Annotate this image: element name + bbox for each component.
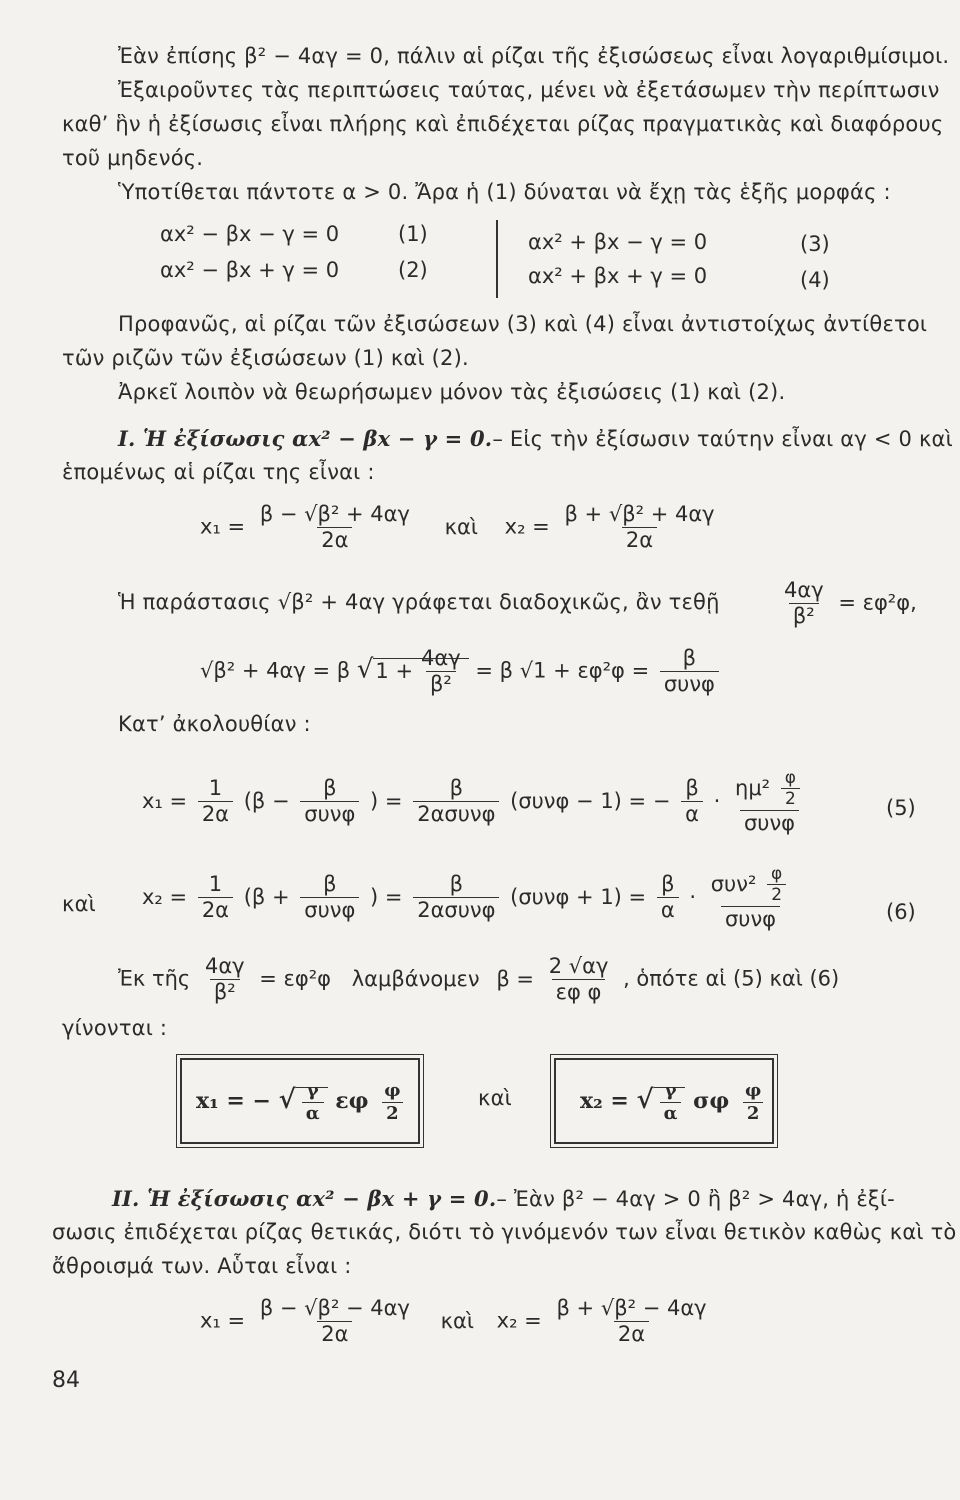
- fraction: [731, 768, 808, 836]
- section-1-heading: [118, 426, 953, 451]
- x1-symbol: x₁ =: [200, 1308, 246, 1333]
- fraction: [780, 578, 828, 629]
- equation-number: (4): [800, 268, 830, 292]
- paragraph-line: Ἡ παράστασις √β² + 4αγ γράφεται διαδοχικῶς, ἂν τεθῇ: [118, 590, 720, 614]
- x1-symbol: x₁ =: [142, 788, 188, 813]
- numerator: β: [682, 646, 697, 670]
- kai-word: καὶ: [478, 1086, 512, 1110]
- numerator: [731, 768, 808, 810]
- radicand: [654, 1080, 686, 1124]
- radical-sign: √: [356, 654, 374, 685]
- paragraph-line: ἑπομένως αἱ ρίζαι της εἶναι :: [62, 460, 375, 484]
- x2-symbol: x₂ =: [496, 1308, 542, 1333]
- denominator: β²: [426, 671, 456, 697]
- lamb-text: λαμβάνομεν: [351, 966, 480, 991]
- substitution-rhs: = εφ²φ,: [838, 590, 917, 615]
- numerator: φ: [384, 1080, 401, 1101]
- paren-open: (β −: [243, 788, 290, 813]
- section-1-text: – Εἰς τὴν ἐξίσωσιν ταύτην εἶναι αγ < 0 καὶ: [492, 427, 953, 451]
- fraction: [300, 776, 359, 827]
- paren-open: (β +: [243, 884, 290, 909]
- beta-equals: β =: [496, 966, 534, 991]
- numerator: β: [685, 776, 699, 801]
- result-x2: [580, 1080, 769, 1124]
- paragraph-line: ἄθροισμά των. Αὗται εἶναι :: [52, 1254, 352, 1278]
- x2-lhs: x₂ =: [580, 1088, 629, 1115]
- paragraph-line: Κατ’ ἀκολουθίαν :: [118, 712, 311, 736]
- kai-word: καὶ: [440, 1308, 474, 1333]
- paragraph-line: Προφανῶς, αἱ ρίζαι τῶν ἐξισώσεων (3) καὶ (4) εἶναι ἀντιστοίχως ἀντίθετοι: [118, 312, 928, 336]
- numerator: γ: [664, 1080, 677, 1101]
- denominator: 2ασυνφ: [413, 801, 499, 827]
- syn2: συν²: [710, 871, 757, 896]
- denominator: 2α: [198, 897, 233, 923]
- denominator: β²: [789, 603, 819, 629]
- numerator: φ: [744, 1080, 762, 1101]
- numerator: φ: [771, 864, 783, 884]
- section-2-heading: [112, 1186, 895, 1211]
- denominator: α: [302, 1102, 324, 1125]
- fraction: [413, 872, 499, 923]
- fraction: [413, 776, 499, 827]
- x2-symbol: x₂ =: [142, 884, 188, 909]
- fraction: [545, 954, 613, 1005]
- denominator: συνφ: [740, 810, 799, 836]
- dot: ·: [713, 788, 721, 813]
- equation-form-4: αx² + βx + γ = 0: [528, 264, 708, 288]
- numerator: β − √β² + 4αγ: [259, 502, 410, 526]
- substitution: [776, 578, 917, 629]
- denominator: συνφ: [721, 906, 780, 932]
- denominator: α: [681, 801, 703, 827]
- denominator: συνφ: [300, 897, 359, 923]
- equation-form-1: αx² − βx − γ = 0: [160, 222, 340, 246]
- paragraph-line: Ἐὰν ἐπίσης β² − 4αγ = 0, πάλιν αἱ ρίζαι τῆς ἐξισώσεως εἶναι λογαριθμίσιμοι.: [118, 44, 950, 68]
- denominator: 2α: [198, 801, 233, 827]
- numerator: φ: [784, 768, 797, 788]
- ek-tis-text: Ἐκ τῆς: [118, 966, 191, 991]
- denominator: 2: [781, 788, 800, 809]
- equation-number: (6): [886, 900, 916, 924]
- fraction: [560, 502, 718, 553]
- numerator: 4αγ: [204, 954, 245, 978]
- roots-formula-1: [200, 502, 723, 553]
- numerator: 4αγ: [784, 578, 824, 602]
- sf-symbol: σφ: [693, 1088, 730, 1115]
- section-2-label: II. Ἡ ἐξίσωσις αx² − βx + γ = 0.: [112, 1186, 497, 1211]
- denominator: συνφ: [660, 671, 719, 697]
- fraction: [300, 872, 359, 923]
- denominator: 2: [382, 1102, 403, 1125]
- fraction: [657, 872, 679, 923]
- radicand-one: 1 +: [375, 658, 414, 683]
- denominator: 2α: [317, 527, 352, 553]
- roots-formula-2: [200, 1296, 715, 1347]
- denominator: 2α: [614, 1321, 649, 1347]
- paragraph-line: σωσις ἐπιδέχεται ρίζας θετικάς, διότι τὸ γινόμενόν των εἶναι θετικὸν καθὼς καὶ τὸ: [52, 1220, 957, 1244]
- paragraph-line: Ὑποτίθεται πάντοτε α > 0. Ἄρα ἡ (1) δύναται νὰ ἔχῃ τὰς ἑξῆς μορφάς :: [118, 180, 891, 204]
- result-x1: [196, 1080, 408, 1124]
- identity-middle: = β √1 + εφ²φ =: [475, 658, 650, 683]
- numerator: β + √β² + 4αγ: [564, 502, 715, 526]
- half-angle: [781, 768, 800, 810]
- equation-number: (3): [800, 232, 830, 256]
- fraction: [198, 872, 233, 923]
- denominator: 2ασυνφ: [413, 897, 499, 923]
- equals-sign: =: [384, 884, 403, 909]
- fraction: [741, 1080, 765, 1124]
- kai-word: καὶ: [62, 892, 96, 916]
- section-1-label: I. Ἡ ἐξίσωσις αx² − βx − γ = 0.: [118, 426, 493, 451]
- paren-close: ): [370, 788, 379, 813]
- paren-close: ): [370, 884, 379, 909]
- ef-symbol: εφ: [335, 1088, 369, 1115]
- equation-number: (2): [398, 258, 428, 282]
- numerator: β: [323, 776, 337, 801]
- ef-expression: = εφ²φ: [259, 966, 332, 991]
- denominator: 2: [767, 884, 786, 905]
- x1-lhs: x₁ = −: [196, 1088, 271, 1115]
- radicand: [296, 1080, 328, 1124]
- x2-tail: (συνφ + 1) =: [510, 884, 647, 909]
- dot: ·: [689, 884, 697, 909]
- x1-derivation: [142, 768, 812, 836]
- equation-form-2: αx² − βx + γ = 0: [160, 258, 340, 282]
- numerator: β: [449, 776, 464, 801]
- denominator: εφ φ: [552, 979, 606, 1005]
- numerator: γ: [306, 1080, 319, 1101]
- denominator: 2α: [317, 1321, 352, 1347]
- fraction: [198, 776, 233, 827]
- hm2: ημ²: [735, 775, 771, 800]
- numerator: [707, 864, 795, 906]
- half-angle: [767, 864, 786, 906]
- denominator: συνφ: [300, 801, 359, 827]
- equation-number: (5): [886, 796, 916, 820]
- paragraph-line: τῶν ριζῶν τῶν ἐξισώσεων (1) καὶ (2).: [62, 346, 469, 370]
- numerator: 4αγ: [421, 646, 461, 670]
- denominator: 2α: [622, 527, 657, 553]
- equals-sign: =: [384, 788, 403, 813]
- denominator: 2: [743, 1102, 764, 1125]
- fraction: [302, 1080, 324, 1124]
- paragraph-line: τοῦ μηδενός.: [62, 146, 204, 170]
- paragraph-line: Ἐξαιροῦντες τὰς περιπτώσεις ταύτας, μένει νὰ ἐξετάσωμεν τὴν περίπτωσιν: [118, 78, 940, 102]
- divider: [496, 220, 498, 298]
- x2-derivation: [142, 864, 798, 932]
- fraction: [660, 1080, 682, 1124]
- denominator: α: [660, 1102, 682, 1125]
- fraction: [681, 776, 703, 827]
- page-number: 84: [52, 1368, 80, 1393]
- fraction: [552, 1296, 710, 1347]
- x1-symbol: x₁ =: [200, 514, 246, 539]
- denominator: α: [657, 897, 679, 923]
- fraction: [380, 1080, 404, 1124]
- radical-sign: √: [636, 1085, 654, 1116]
- numerator: β + √β² − 4αγ: [556, 1296, 707, 1320]
- numerator: β − √β² − 4αγ: [259, 1296, 410, 1320]
- numerator: β: [323, 872, 337, 897]
- denominator: β²: [210, 979, 240, 1005]
- section-2-text: – Ἐὰν β² − 4αγ > 0 ἢ β² > 4αγ, ἡ ἐξί-: [496, 1187, 895, 1211]
- paragraph-line: Ἀρκεῖ λοιπὸν νὰ θεωρήσωμεν μόνον τὰς ἐξισώσεις (1) καὶ (2).: [118, 380, 786, 404]
- numerator: 2 √αγ: [548, 954, 609, 978]
- identity-lhs: √β² + 4αγ = β: [200, 658, 351, 683]
- fraction: [660, 646, 719, 697]
- numerator: 1: [208, 872, 223, 897]
- fraction: [256, 502, 414, 553]
- equation-number: (1): [398, 222, 428, 246]
- fraction: [707, 864, 795, 932]
- ek-tis-line: [118, 954, 839, 1005]
- sqrt-identity: [200, 646, 723, 697]
- x2-symbol: x₂ =: [504, 514, 550, 539]
- opote-text: , ὁπότε αἱ (5) καὶ (6): [623, 966, 840, 991]
- fraction: [201, 954, 249, 1005]
- x1-tail: (συνφ − 1) = −: [510, 788, 671, 813]
- fraction: [256, 1296, 414, 1347]
- radicand: [373, 646, 468, 697]
- equation-form-3: αx² + βx − γ = 0: [528, 230, 708, 254]
- radical-sign: √: [278, 1085, 296, 1116]
- fraction: [417, 646, 465, 697]
- numerator: 1: [208, 776, 223, 801]
- paragraph-line: καθ’ ἣν ἡ ἐξίσωσις εἶναι πλήρης καὶ ἐπιδέχεται ρίζας πραγματικὰς καὶ διαφόρους: [62, 112, 944, 136]
- numerator: β: [661, 872, 675, 897]
- numerator: β: [449, 872, 464, 897]
- paragraph-line: γίνονται :: [62, 1016, 168, 1040]
- kai-word: καὶ: [444, 514, 478, 539]
